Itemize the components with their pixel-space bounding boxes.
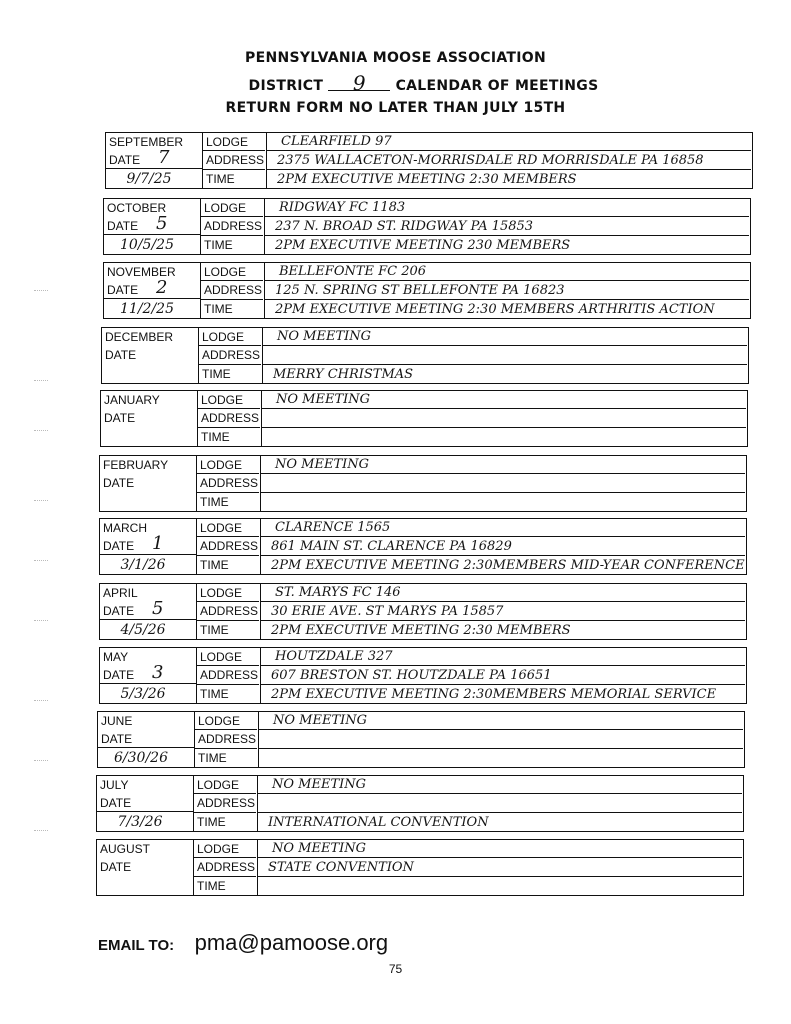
lodge-value: CLARENCE 1565 [275,520,391,535]
lodge-label: LODGE [197,778,240,792]
lodge-value: NO MEETING [273,713,368,728]
row-divider [258,876,742,877]
month-block-march [99,518,747,575]
month-block-may [99,647,747,704]
value-cell [263,327,749,384]
lodge-value: CLEARFIELD 97 [281,134,392,149]
month-block-january [100,390,748,447]
address-label: ADDRESS [200,539,259,553]
address-label: ADDRESS [206,153,265,167]
row-divider [197,536,259,537]
address-label: ADDRESS [200,476,259,490]
district-label: DISTRICT [248,78,324,94]
time-label: TIME [200,495,229,509]
calendar-label: CALENDAR OF MEETINGS [395,78,599,94]
lodge-value: NO MEETING [277,329,372,344]
month-block-december [101,327,749,384]
row-divider [267,150,751,151]
row-divider [265,280,749,281]
value-cell [261,455,747,512]
row-divider [259,729,743,730]
row-divider [194,812,256,813]
time-value: 2PM EXECUTIVE MEETING 230 MEMBERS [275,238,571,253]
date-day: 7 [158,147,170,168]
time-label: TIME [204,238,233,252]
lodge-label: LODGE [206,135,249,149]
time-label: TIME [201,430,230,444]
page-number: 75 [388,962,403,976]
lodge-label: LODGE [202,330,245,344]
row-divider [199,364,261,365]
row-divider [261,620,745,621]
date-label: DATE [105,348,137,362]
row-divider [201,299,263,300]
row-divider [195,729,257,730]
value-cell [261,583,747,640]
month-block-july [96,775,744,832]
margin-scan-mark [34,290,48,291]
time-label: TIME [206,172,235,186]
row-divider [258,857,742,858]
time-label: TIME [202,367,231,381]
row-divider [263,345,747,346]
return-deadline: RETURN FORM NO LATER THAN JULY 15TH [225,100,566,116]
time-value: 2PM EXECUTIVE MEETING 2:30 MEMBERS [277,172,577,187]
time-label: TIME [200,558,229,572]
row-divider [261,601,745,602]
lodge-value: NO MEETING [272,841,367,856]
date-divider [100,619,196,620]
time-value: 2PM EXECUTIVE MEETING 2:30MEMBERS MID-YEAR CONFERENCE [271,558,745,573]
month-name: NOVEMBER [107,265,176,279]
lodge-value: HOUTZDALE 327 [275,649,393,664]
date-full: 10/5/25 [120,237,174,253]
month-name: FEBRUARY [103,458,169,472]
address-value: 30 ERIE AVE. ST MARYS PA 15857 [271,604,504,619]
date-full: 5/3/26 [120,686,166,702]
address-value: 607 BRESTON ST. HOUTZDALE PA 16651 [271,668,552,683]
district-number: 9 [328,76,390,91]
date-label: DATE [103,539,135,553]
field-label-cell [195,711,259,768]
month-name: JULY [100,778,129,792]
lodge-label: LODGE [201,393,244,407]
row-divider [201,280,263,281]
time-value: INTERNATIONAL CONVENTION [268,815,489,830]
email-address[interactable]: pma@pamoose.org [194,930,389,955]
month-label-cell [100,390,198,447]
time-label: TIME [197,879,226,893]
row-divider [198,427,260,428]
time-label: TIME [198,751,227,765]
month-label-cell [103,262,201,319]
date-full: 3/1/26 [120,557,166,573]
form-title: PENNSYLVANIA MOOSE ASSOCIATION [245,50,546,66]
date-label: DATE [103,668,135,682]
row-divider [261,684,745,685]
date-full: 4/5/26 [120,622,166,638]
lodge-label: LODGE [197,842,240,856]
field-label-cell [194,775,258,832]
month-block-february [99,455,747,512]
date-day: 2 [156,277,168,298]
lodge-label: LODGE [200,650,243,664]
value-cell [262,390,748,447]
time-value: MERRY CHRISTMAS [273,367,414,382]
row-divider [263,364,747,365]
month-label-cell [105,132,203,189]
margin-scan-mark [34,620,48,621]
date-divider [104,234,200,235]
row-divider [261,665,745,666]
date-divider [98,747,194,748]
row-divider [194,876,256,877]
address-label: ADDRESS [200,604,259,618]
margin-scan-mark [34,830,48,831]
address-label: ADDRESS [198,732,257,746]
time-value: 2PM EXECUTIVE MEETING 2:30MEMBERS MEMORIAL SERVICE [271,687,717,702]
month-name: DECEMBER [105,330,174,344]
row-divider [267,169,751,170]
row-divider [203,169,265,170]
lodge-label: LODGE [200,521,243,535]
value-cell [265,262,751,319]
month-name: MARCH [103,521,147,535]
margin-scan-mark [34,760,48,761]
email-label: EMAIL TO: [98,937,175,954]
time-value: 2PM EXECUTIVE MEETING 2:30 MEMBERS ARTHRITIS ACTION [275,302,715,317]
row-divider [265,299,749,300]
month-name: OCTOBER [107,201,167,215]
date-full: 6/30/26 [114,750,168,766]
lodge-value: NO MEETING [275,457,370,472]
date-label: DATE [100,860,132,874]
date-label: DATE [109,153,141,167]
date-divider [100,554,196,555]
row-divider [258,812,742,813]
row-divider [261,492,745,493]
month-block-june [97,711,745,768]
field-label-cell [197,647,261,704]
lodge-label: LODGE [204,201,247,215]
row-divider [259,748,743,749]
lodge-value: ST. MARYS FC 146 [275,585,401,600]
row-divider [195,748,257,749]
field-label-cell [194,839,258,896]
date-day: 5 [152,598,164,619]
month-name: APRIL [103,586,138,600]
row-divider [198,408,260,409]
field-label-cell [201,262,265,319]
lodge-value: BELLEFONTE FC 206 [279,264,427,279]
month-name: JUNE [101,714,133,728]
value-cell [258,775,744,832]
time-label: TIME [200,623,229,637]
row-divider [197,601,259,602]
field-label-cell [198,390,262,447]
lodge-value: NO MEETING [276,392,371,407]
time-label: TIME [204,302,233,316]
address-label: ADDRESS [202,348,261,362]
field-label-cell [197,455,261,512]
row-divider [199,345,261,346]
month-block-november [103,262,751,319]
field-label-cell [203,132,267,189]
field-label-cell [197,583,261,640]
email-section [98,930,388,956]
lodge-label: LODGE [200,586,243,600]
date-day: 1 [152,533,164,554]
date-divider [104,298,200,299]
margin-scan-mark [34,560,48,561]
month-label-cell [99,518,197,575]
row-divider [197,473,259,474]
time-label: TIME [200,687,229,701]
row-divider [201,216,263,217]
lodge-label: LODGE [198,714,241,728]
month-label-cell [96,839,194,896]
row-divider [203,150,265,151]
address-value: STATE CONVENTION [268,860,414,875]
margin-scan-mark [34,430,48,431]
address-label: ADDRESS [204,219,263,233]
date-label: DATE [101,732,133,746]
field-label-cell [199,327,263,384]
date-label: DATE [100,796,132,810]
address-label: ADDRESS [204,283,263,297]
month-label-cell [97,711,195,768]
row-divider [258,793,742,794]
month-label-cell [103,198,201,255]
margin-scan-mark [34,500,48,501]
address-label: ADDRESS [197,796,256,810]
row-divider [262,427,746,428]
value-cell [261,647,747,704]
row-divider [262,408,746,409]
month-name: JANUARY [104,393,160,407]
address-label: ADDRESS [200,668,259,682]
date-label: DATE [103,476,135,490]
time-label: TIME [197,815,226,829]
date-divider [100,683,196,684]
row-divider [265,235,749,236]
address-label: ADDRESS [201,411,260,425]
month-block-september [105,132,753,189]
month-name: AUGUST [100,842,151,856]
time-value: 2PM EXECUTIVE MEETING 2:30 MEMBERS [271,623,571,638]
value-cell [259,711,745,768]
lodge-value: NO MEETING [272,777,367,792]
month-label-cell [101,327,199,384]
month-label-cell [99,647,197,704]
month-label-cell [99,455,197,512]
district-line [28,71,791,95]
address-value: 237 N. BROAD ST. RIDGWAY PA 15853 [275,219,534,234]
row-divider [197,492,259,493]
date-full: 9/7/25 [126,171,172,187]
month-label-cell [99,583,197,640]
row-divider [197,620,259,621]
date-divider [97,811,193,812]
value-cell [261,518,747,575]
row-divider [265,216,749,217]
date-day: 5 [156,213,168,234]
row-divider [194,793,256,794]
margin-scan-mark [34,380,48,381]
date-label: DATE [103,604,135,618]
lodge-label: LODGE [204,265,247,279]
row-divider [261,555,745,556]
value-cell [258,839,744,896]
margin-scan-mark [34,700,48,701]
month-label-cell [96,775,194,832]
row-divider [194,857,256,858]
date-label: DATE [107,219,139,233]
value-cell [265,198,751,255]
lodge-label: LODGE [200,458,243,472]
month-block-april [99,583,747,640]
row-divider [197,665,259,666]
address-value: 125 N. SPRING ST BELLEFONTE PA 16823 [275,283,565,298]
address-value: 861 MAIN ST. CLARENCE PA 16829 [271,539,512,554]
row-divider [261,536,745,537]
row-divider [201,235,263,236]
date-label: DATE [107,283,139,297]
month-block-august [96,839,744,896]
month-name: SEPTEMBER [109,135,184,149]
row-divider [197,555,259,556]
field-label-cell [201,198,265,255]
row-divider [261,473,745,474]
address-label: ADDRESS [197,860,256,874]
lodge-value: RIDGWAY FC 1183 [279,200,406,215]
address-value: 2375 WALLACETON-MORRISDALE RD MORRISDALE PA 16858 [277,153,704,168]
row-divider [197,684,259,685]
month-block-october [103,198,751,255]
value-cell [267,132,753,189]
field-label-cell [197,518,261,575]
date-day: 3 [152,662,164,683]
date-full: 11/2/25 [120,301,174,317]
date-label: DATE [104,411,136,425]
date-divider [106,168,202,169]
date-full: 7/3/26 [117,814,163,830]
month-name: MAY [103,650,129,664]
